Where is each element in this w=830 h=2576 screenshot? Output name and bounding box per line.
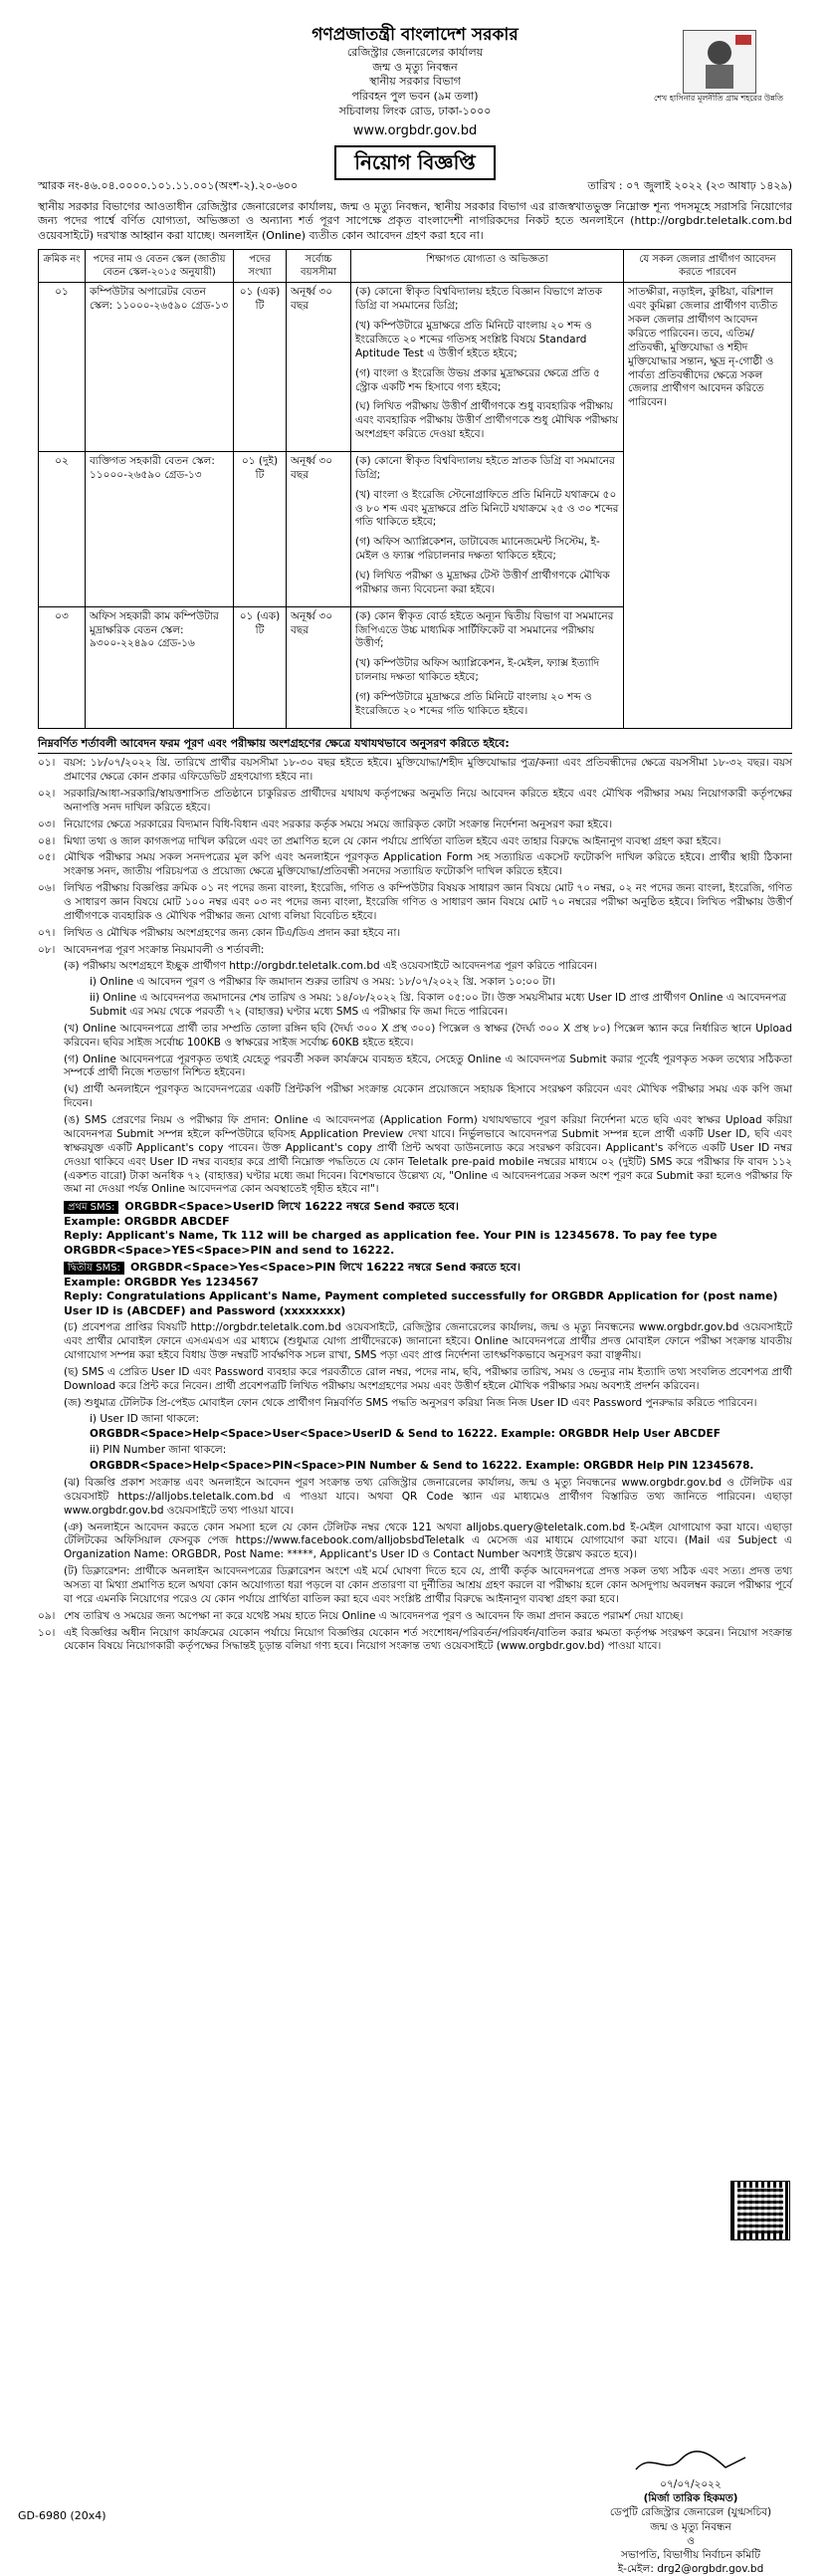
posts-table: [38, 249, 792, 729]
signatory-email[interactable]: ই-মেইল: drg2@orgbdr.gov.bd: [617, 2563, 764, 2576]
signatory-dept: জন্ম ও মৃত্যু নিবন্ধন: [650, 2520, 731, 2533]
condition-text: বয়স: ১৮/০৭/২০২২ খ্রি. তারিখে প্রার্থীর বয়সসীমা ১৮-৩০ বছর হইতে হইবে। মুক্তিযোদ্ধা/শহীদ মুক্তিযোদ্ধার পুত্র/কন্যা এবং প্রতিবন্ধীদের ক্ষেত্রে বয়সসীমা ১৮-৩২ বছর। বয়স প্রমাণের ক্ষেত্রে কোন প্রকার এফিডেভিট গ্রহণযোগ্য হইবে না।: [64, 757, 792, 784]
qual-item: (খ) বাংলা ও ইংরেজি স্টেনোগ্রাফিতে প্রতি মিনিটে যথাক্রমে ৫০ ও ৮০ শব্দ এবং মুদ্রাক্ষরে প্রতি মিনিটে যথাক্রমে ২৫ ও ৩০ শব্দের গতি থাকিতে হইবে;: [355, 488, 619, 529]
sms-first: [64, 1200, 792, 1258]
rule-a-i: i) Online এ আবেদন পূরণ ও পরীক্ষার ফি জমাদান শুরুর তারিখ ও সময়: ১৮/০৭/২০২২ খ্রি. সকাল ১০:০০ টা।: [90, 976, 555, 989]
row-post-name: কম্পিউটার অপারেটর বেতন স্কেল: ১১০০০-২৬৫৯০ গ্রেড-১৩: [86, 283, 234, 452]
rule-h-ii-code: ORGBDR<Space>Help<Space>PIN<Space>PIN Number & Send to 16222. Example: ORGBDR Help PIN 12345678.: [90, 1460, 754, 1473]
condition-text: শেষ তারিখ ও সময়ের জন্য অপেক্ষা না করে যথেষ্ট সময় হাতে নিয়ে Online এ আবেদনপত্র পূরণ ও আবেদন ফি জমা প্রদান করতে পরামর্শ দেয়া যাচ্ছে।: [64, 1609, 684, 1622]
rule-a-ii: ii) Online এ আবেদনপত্র জমাদানের শেষ তারিখ ও সময়: ১৪/০৮/২০২২ খ্রি. বিকাল ০৫:০০ টা। উক্ত সময়সীমার মধ্যে User ID প্রাপ্ত প্রার্থীগণ Online এ আবেদনপত্র Submit এর সময় থেকে পরবর্তী ৭২ (বাহাত্তর) ঘণ্টার মধ্যে SMS এ পরীক্ষার ফি জমা দিতে পারিবেন।: [90, 992, 787, 1019]
condition-number: ০৯।: [38, 1609, 56, 1622]
row-districts: সাতক্ষীরা, নড়াইল, কুষ্টিয়া, বরিশাল এবং কুমিল্লা জেলার প্রার্থীগণ ব্যতীত সকল জেলার প্রার্থীগণ আবেদন করিতে পারিবেন। তবে, এতিম/প্রতিবন্ধী, মুক্তিযোদ্ধা ও শহীদ মুক্তিযোদ্ধার সন্তান, ক্ষুদ্র নৃ-গোষ্ঠী ও পার্বত্য প্রতিবন্ধীদের ক্ষেত্রে সকল জেলার প্রার্থীগণ আবেদন করিতে পারিবেন।: [624, 283, 792, 728]
qual-item: (ক) কোনো স্বীকৃত বিশ্ববিদ্যালয় হইতে স্নাতক ডিগ্রি বা সমমানের ডিগ্রি;: [355, 455, 615, 481]
memo-date: তারিখ : ০৭ জুলাই ২০২২ (২৩ আষাঢ় ১৪২৯): [587, 179, 792, 192]
qual-item: (গ) বাংলা ও ইংরেজি উভয় প্রকার মুদ্রাক্ষরের ক্ষেত্রে প্রতি ৫ স্ট্রোক একটি শব্দ হিসাবে গণ্য হইবে;: [355, 366, 601, 393]
th-districts: যে সকল জেলার প্রার্থীগণ আবেদন করতে পারবেন: [624, 250, 792, 283]
rule-d: (ঘ) প্রার্থী অনলাইনে পূরণকৃত আবেদনপত্রের একটি প্রিন্টকপি পরীক্ষা সংক্রান্ত যেকোন প্রয়োজনে সহায়ক হিসাবে সংরক্ষণ করিবেন এবং মৌখিক পরীক্ষার সময় এক কপি জমা দিবেন।: [64, 1083, 792, 1110]
application-rules: [38, 960, 792, 1606]
row-qualifications: [351, 606, 624, 728]
signature-block: [591, 2450, 790, 2576]
qual-item: (ঘ) লিখিত পরীক্ষা ও মুদ্রাক্ষর টেস্ট উত্তীর্ণ প্রার্থীগণকে মৌখিক পরীক্ষার জন্য বিবেচনা করা হইবে।: [355, 570, 610, 595]
header: [38, 24, 792, 173]
signature-image: [591, 2450, 790, 2477]
th-name: পদের নাম ও বেতন স্কেল (জাতীয় বেতন স্কেল-২০১৫ অনুযায়ী): [86, 250, 234, 283]
condition-text: মৌখিক পরীক্ষার সময় সকল সনদপত্রের মূল কপি এবং অনলাইনে পূরণকৃত Application Form সহ সত্যায়িত একসেট ফটোকপি দাখিল করিতে হইবে। প্রার্থীর স্থায়ী ঠিকানা সংক্রান্ত সনদ, জাতীয় পরিচয়পত্র ও প্রয়োজ্য ক্ষেত্রে মুক্তিযোদ্ধা/প্রতিবন্ধী সনদের সত্যায়িত ফটোকপি দাখিল করিতে হইবে।: [64, 851, 792, 878]
sms-second-example: Example: ORGBDR Yes 1234567: [64, 1275, 259, 1288]
rule-h-ii: ii) PIN Number জানা থাকলে:: [90, 1444, 227, 1457]
condition-item: [38, 1627, 792, 1655]
logo-image: [683, 30, 756, 94]
row-age: অনূর্ধ্ব ৩০ বছর: [287, 606, 351, 728]
row-age: অনূর্ধ্ব ৩০ বছর: [287, 283, 351, 452]
condition-text: মিথ্যা তথ্য ও জাল কাগজপত্র দাখিল করিলে এবং তা প্রমাণিত হলে যে কোন পর্যায়ে প্রার্থিতা বাতিল হইবে এবং তাহার বিরুদ্ধে আইনানুগ ব্যবস্থা গ্রহণ করা হইবে।: [64, 834, 722, 847]
row-sl: ০১: [39, 283, 86, 452]
signatory-committee: সভাপতি, বিভাগীয় নির্বাচন কমিটি: [621, 2548, 760, 2561]
sms-second: [64, 1261, 792, 1318]
rule-f: (চ) প্রবেশপত্র প্রাপ্তির বিষয়টি http://orgbdr.teletalk.com.bd ওয়েবসাইটে, রেজিস্ট্রার জেনারেলের কার্যালয়, জন্ম ও মৃত্যু নিবন্ধনের www.orgbdr.gov.bd ওয়েবসাইটে এবং প্রার্থীর মোবাইল ফোনে এসএমএস এর মাধ্যমে (শুধুমাত্র যোগ্য প্রার্থীদেরকে) জানানো হইবে। Online আবেদনপত্রে প্রার্থীর প্রদত্ত মোবাইল ফোনে পরীক্ষা সংক্রান্ত যাবতীয় যোগাযোগ সম্পন্ন করা হইবে বিধায় উক্ত নম্বরটি সার্বক্ষণিক সচল রাখা, SMS পড়া এবং প্রাপ্ত নির্দেশনা তাৎক্ষণিকভাবে অনুসরণ করা বাঞ্ছনীয়।: [64, 1321, 792, 1362]
rule-j: (ঞ) অনলাইনে আবেদন করতে কোন সমস্যা হলে যে কোন টেলিটক নম্বর থেকে 121 অথবা alljobs.query@teletalk.com.bd ই-মেইল যোগাযোগ করা যাবে। এছাড়া টেলিটকের অফিসিয়াল ফেসবুক পেজ https://www.facebook.com/alljobsbdTeletalk এ মেসেজ এর মাধ্যমে যোগাযোগ করা যাবে। (Mail এর Subject এ Organization Name: ORGBDR, Post Name: *****, Applicant's User ID ও Contact Number অবশ্যই উল্লেখ করতে হবে)।: [64, 1521, 792, 1561]
condition-text: লিখিত পরীক্ষায় বিজ্ঞপ্তির ক্রমিক ০১ নং পদের জন্য বাংলা, ইংরেজি, গণিত ও কম্পিউটার বিষয়ক সাধারণ জ্ঞান বিষয়ে মোট ৭০ নম্বর, ০২ নং পদের জন্য বাংলা, ইংরেজি, গণিত ও সাধারণ জ্ঞান বিষয়ে মোট ১০০ নম্বর এবং ০৩ নং পদের জন্য বাংলা, ইংরেজি গণিত ও সাধারণ জ্ঞান বিষয়ে মোট ৭০ নম্বরের পরীক্ষা অনুষ্ঠিত হইবে। লিখিত পরীক্ষায় উত্তীর্ণ প্রার্থীগণকে ব্যবহারিক ও মৌখিক পরীক্ষার জন্য যোগ্য বলিয়া বিবেচিত হইবে।: [64, 882, 792, 922]
qual-item: (ঘ) লিখিত পরীক্ষায় উত্তীর্ণ প্রার্থীগণকে শুধু ব্যবহারিক পরীক্ষায় এবং ব্যবহারিক পরীক্ষায় উত্তীর্ণ প্রার্থীগণকে শুধু মৌখিক পরীক্ষায় অংশগ্রহণ করিতে দেওয়া হইবে।: [355, 400, 619, 441]
qual-item: (গ) অফিস অ্যাপ্লিকেশন, ডাটাবেজ ম্যানেজমেন্ট সিস্টেম, ই-মেইল ও ফ্যাক্স পরিচালনার দক্ষতা থাকিতে হইবে;: [355, 536, 600, 563]
sms-first-code: ORGBDR<Space>UserID লিখে 16222 নম্বরে Send করতে হবে।: [124, 1200, 459, 1214]
qual-item: (ক) কোন স্বীকৃত বোর্ড হইতে অন্যূন দ্বিতীয় বিভাগ বা সমমানের জিপিএতে উচ্চ মাধ্যমিক সার্টিফিকেট বা সমমানের পরীক্ষায় উত্তীর্ণ;: [355, 609, 614, 650]
office-name: রেজিস্ট্রার জেনারেলের কার্যালয়: [346, 46, 484, 60]
rule-i: (ঝ) বিজ্ঞপ্তি প্রকাশ সংক্রান্ত এবং অনলাইনে আবেদন পূরণ সংক্রান্ত তথ্য রেজিস্ট্রার জেনারেলের কার্যালয়, জন্ম ও মৃত্যু নিবন্ধনের www.orgbdr.gov.bd ও টেলিটক এর ওয়েবসাইট https://alljobs.teletalk.com.bd এ পাওয়া যাবে। অথবা QR Code স্ক্যান এর মাধ্যমেও প্রার্থীগণ বিস্তারিত তথ্য জানিতে পারিবেন। এছাড়া www.orgbdr.gov.bd ওয়েবসাইটে তথ্য পাওয়া যাবে।: [64, 1476, 792, 1517]
table-header-row: [39, 250, 792, 283]
row-qualifications: [351, 283, 624, 452]
table-row: [39, 283, 792, 452]
condition-item: [38, 1610, 792, 1624]
th-qual: শিক্ষাগত যোগ্যতা ও অভিজ্ঞতা: [351, 250, 624, 283]
qual-item: (ক) কোনো স্বীকৃত বিশ্ববিদ্যালয় হইতে বিজ্ঞান বিভাগে স্নাতক ডিগ্রি বা সমমানের ডিগ্রি;: [355, 286, 603, 313]
rule-a: (ক) পরীক্ষায় অংশগ্রহণে ইচ্ছুক প্রার্থীগণ http://orgbdr.teletalk.com.bd এই ওয়েবসাইটে আবেদনপত্র পূরণ করিতে পারিবেন।: [64, 960, 597, 973]
signature-date: ০৭/০৭/২০২২: [660, 2478, 722, 2490]
condition-number: ০৮।: [38, 943, 56, 956]
condition-number: ০২।: [38, 788, 56, 801]
rule-b: (খ) Online আবেদনপত্রে প্রার্থী তার সম্প্রতি তোলা রঙ্গিন ছবি (দৈর্ঘ্য ৩০০ X প্রস্থ ৩০০) পিক্সেল ও স্বাক্ষর (দৈর্ঘ্য ৩০০ X প্রস্থ ৮০) পিক্সেল স্ক্যান করে নির্ধারিত স্থানে Upload করিবেন। ছবির সাইজ সর্বোচ্চ 100KB ও স্বাক্ষরের সাইজ সর্বোচ্চ 60KB হইতে হইবে।: [64, 1022, 792, 1049]
mujib-logo: [649, 30, 788, 124]
qual-item: (খ) কম্পিউটারে মুদ্রাক্ষরে প্রতি মিনিটে বাংলায় ২০ শব্দ ও ইংরেজিতে ২০ শব্দের গতিসহ সংশ্লিষ্ট বিষয়ে Standard Aptitude Test এ উত্তীর্ণ হইতে হইবে;: [355, 320, 592, 359]
condition-item: [38, 851, 792, 879]
signatory-and: ও: [687, 2534, 695, 2547]
memo-row: [38, 179, 792, 194]
sms-second-reply: Reply: Congratulations Applicant's Name, Payment completed successfully for ORGBDR Application for (post name) User ID is (ABCDEF) and Password (xxxxxxxx): [64, 1289, 778, 1317]
row-qualifications: [351, 452, 624, 607]
qual-item: (খ) কম্পিউটার অফিস অ্যাপ্লিকেশন, ই-মেইল, ফ্যাক্স ইত্যাদি চালনায় দক্ষতা থাকিতে হইবে;: [355, 657, 600, 684]
sms-first-reply: Reply: Applicant's Name, Tk 112 will be charged as application fee. Your PIN is 12345678. To pay fee type ORGBDR<Space>YES<Space>PIN and send to 16222.: [64, 1229, 718, 1257]
intro-paragraph: স্থানীয় সরকার বিভাগের আওতাধীন রেজিস্ট্রার জেনারেলের কার্যালয়, জন্ম ও মৃত্যু নিবন্ধন, স্থানীয় সরকার বিভাগ এর রাজস্বখাতভুক্ত নিম্নোক্ত শূন্য পদসমূহে সরাসরি নিয়োগের জন্য পদের পার্শ্বে বর্ণিত যোগ্যতা, অভিজ্ঞতা ও অন্যান্য শর্ত পূরণ সাপেক্ষে প্রকৃত বাংলাদেশী নাগরিকদের নিকট হতে অনলাইনে (http://orgbdr.teletalk.com.bd ওয়েবসাইটে) দরখাস্ত আহ্বান করা যাচ্ছে। অনলাইন (Online) ব্যতীত কোন আবেদন গ্রহণ করা হবে না।: [38, 199, 792, 242]
condition-number: ০৭।: [38, 926, 56, 939]
row-sl: ০৩: [39, 606, 86, 728]
website[interactable]: www.orgbdr.gov.bd: [352, 123, 478, 139]
condition-text: সরকারি/আধা-সরকারি/স্বায়ত্তশাসিত প্রতিষ্ঠানে চাকুরিরত প্রার্থীদের যথাযথ কর্তৃপক্ষের অনুমতি নিয়ে আবেদন করিতে হইবে এবং মৌখিক পরীক্ষার সময় নিয়োগকারী কর্তৃপক্ষের অনাপত্তি সনদ দাখিল করিতে হইবে।: [64, 788, 792, 814]
conditions-title: নিম্নবর্ণিত শর্তাবলী আবেদন ফরম পূরণ এবং পরীক্ষায় অংশগ্রহণের ক্ষেত্রে যথাযথভাবে অনুসরণ করিতে হইবে:: [38, 737, 792, 755]
row-sl: ০২: [39, 452, 86, 607]
rule-k: (ট) ডিক্লারেশন: প্রার্থীকে অনলাইন আবেদনপত্রের ডিক্লারেশন অংশে এই মর্মে ঘোষণা দিতে হবে যে, প্রার্থী কর্তৃক আবেদনপত্রে প্রদত্ত সকল তথ্য সঠিক এবং সত্য। প্রদত্ত তথ্য অসত্য বা মিথ্যা প্রমাণিত হলে অথবা কোন অযোগ্যতা ধরা পড়লে বা কোন প্রতারণা বা দুর্নীতির আশ্রয় গ্রহণ করলে বা পরীক্ষায় হলে কোন অসদুপায় অবলম্বন করলে পরীক্ষার পূর্বে বা পরে এমনকি নিয়োগের পরেও যে কোন পর্যায়ে প্রার্থিতা বাতিল করা হবে এবং সংশ্লিষ্ট প্রার্থীর বিরুদ্ধে আইনানুগ ব্যবস্থা গ্রহণ করা হবে।: [64, 1565, 792, 1605]
rule-g: (ছ) SMS এ প্রেরিত User ID এবং Password ব্যবহার করে পরবর্তীতে রোল নম্বর, পদের নাম, ছবি, পরীক্ষার তারিখ, সময় ও ভেন্যুর নাম ইত্যাদি তথ্য সংবলিত প্রবেশপত্র প্রার্থী Download করে প্রিন্ট করে নিবেন। প্রার্থী প্রবেশপত্রটি লিখিত পরীক্ষায় অংশগ্রহণের সময় এবং উত্তীর্ণ হইলে মৌখিক পরীক্ষার সময় অবশ্যই প্রদর্শন করিবেন।: [64, 1365, 792, 1392]
condition-number: ১০।: [38, 1626, 56, 1639]
condition-number: ০১।: [38, 757, 56, 770]
condition-text: আবেদনপত্র পূরণ সংক্রান্ত নিয়মাবলী ও শর্তাবলী:: [64, 943, 265, 956]
condition-item: [38, 882, 792, 924]
qr-code[interactable]: [730, 2181, 790, 2240]
sms-first-example: Example: ORGBDR ABCDEF: [64, 1214, 230, 1228]
condition-text: লিখিত ও মৌখিক পরীক্ষায় অংশগ্রহণের জন্য কোন টিএ/ডিএ প্রদান করা হইবে না।: [64, 926, 401, 939]
condition-text: এই বিজ্ঞপ্তির অধীন নিয়োগ কার্যক্রমের যেকোন পর্যায়ে নিয়োগ বিজ্ঞপ্তির যেকোন শর্ত সংশোধন/পরিবর্তন/পরিবর্ধন/বাতিল করার ক্ষমতা কর্তৃপক্ষ সংরক্ষণ করেন। নিয়োগ সংক্রান্ত যেকোন বিষয়ে নিয়োগকারী কর্তৃপক্ষের সিদ্ধান্তই চূড়ান্ত বলিয়া গণ্য হবে। নিয়োগ সংক্রান্ত তথ্য ওয়েবসাইটে (www.orgbdr.gov.bd) পাওয়া যাবে।: [64, 1626, 792, 1653]
rule-c: (গ) Online আবেদনপত্রে পূরণকৃত তথ্যই যেহেতু পরবর্তী সকল কার্যক্রমে ব্যবহৃত হইবে, সেহেতু Online এ আবেদনপত্র Submit করার পূর্বেই পূরণকৃত সকল তথ্যের সঠিকতা সম্পর্কে প্রার্থী নিজে শতভাগ নিশ্চিত হইবেন।: [64, 1053, 792, 1079]
condition-text: নিয়োগের ক্ষেত্রে সরকারের বিদ্যমান বিধি-বিধান এবং সরকার কর্তৃক সময়ে সময়ে জারিকৃত কোটা সংক্রান্ত নির্দেশনা অনুসরণ করা হইবে।: [64, 818, 613, 830]
condition-item: [38, 757, 792, 785]
condition-number: ০৪।: [38, 834, 56, 847]
division-name: স্থানীয় সরকার বিভাগ: [369, 75, 461, 89]
row-count: ০১ (দুই) টি: [234, 452, 287, 607]
conditions-list: [38, 757, 792, 957]
condition-number: ০৫।: [38, 851, 56, 864]
notice-title: নিয়োগ বিজ্ঞপ্তি: [334, 145, 496, 179]
condition-number: ০৬।: [38, 882, 56, 895]
sms-second-tag: দ্বিতীয় SMS:: [64, 1262, 124, 1275]
final-conditions: [38, 1610, 792, 1655]
rule-e: (ঙ) SMS প্রেরণের নিয়ম ও পরীক্ষার ফি প্রদান: Online এ আবেদনপত্র (Application Form) যথাযথভাবে পূরণ করিয়া নির্দেশনা মতে ছবি এবং স্বাক্ষর Upload করিয়া আবেদনপত্র Submit সম্পন্ন হইলে কম্পিউটারে ছবিসহ Application Preview দেখা যাবে। নির্ভুলভাবে আবেদনপত্র Submit সম্পন্ন হলে প্রার্থী একটি User ID, ছবি এবং স্বাক্ষরযুক্ত একটি Applicant's copy পাবেন। উক্ত Applicant's copy প্রার্থী প্রিন্ট অথবা ডাউনলোড করে সংরক্ষণ করিবেন। Applicant's কপিতে একটি User ID নম্বর দেওয়া থাকিবে এবং User ID নম্বর ব্যবহার করে প্রার্থী নিম্নোক্ত পদ্ধতিতে যে কোন Teletalk pre-paid mobile নম্বরের মাধ্যমে ০২ (দুইটি) SMS করে পরীক্ষার ফি বাবদ ১১২ (একশত বারো) টাকা অনধিক ৭২ (বাহাত্তর) ঘণ্টার মধ্যে জমা দিবেন। বিশেষভাবে উল্লেখ্য যে, "Online এ আবেদনপত্রের সকল অংশ পূরণ করে Submit করা হলেও পরীক্ষার ফি জমা না দেওয়া পর্যন্ত Online আবেদনপত্র কোন অবস্থাতেই গৃহীত হইবে না"।: [64, 1114, 792, 1196]
qr-pattern: [737, 2188, 783, 2233]
th-count: পদের সংখ্যা: [234, 250, 287, 283]
sms-second-code: ORGBDR<Space>Yes<Space>PIN লিখে 16222 নম্বরে Send করতে হবে।: [129, 1261, 520, 1275]
gd-code: GD-6980 (20x4): [18, 2509, 106, 2522]
govt-name: গণপ্রজাতন্ত্রী বাংলাদেশ সরকার: [311, 25, 519, 45]
memo-ref: স্মারক নং-৪৬.০৪.০০০০.১০১.১১.০০১(অংশ-২).২০-৬০০: [38, 179, 299, 192]
condition-item: [38, 927, 792, 941]
condition-item: [38, 944, 792, 958]
sms-first-tag: প্রথম SMS:: [64, 1201, 118, 1214]
dept-name: জন্ম ও মৃত্যু নিবন্ধন: [372, 60, 458, 74]
condition-item: [38, 835, 792, 849]
row-post-name: অফিস সহকারী কাম কম্পিউটার মুদ্রাক্ষরিক বেতন স্কেল: ৯৩০০-২২৪৯০ গ্রেড-১৬: [86, 606, 234, 728]
signatory-name: (মির্জা তারিক হিকমত): [643, 2492, 738, 2505]
th-age: সর্বোচ্চ বয়সসীমা: [287, 250, 351, 283]
row-count: ০১ (এক) টি: [234, 606, 287, 728]
building-name: পরিবহন পুল ভবন (৯ম তলা): [351, 89, 479, 103]
th-sl: ক্রমিক নং: [39, 250, 86, 283]
row-post-name: ব্যক্তিগত সহকারী বেতন স্কেল: ১১০০০-২৬৫৯০ গ্রেড-১৩: [86, 452, 234, 607]
condition-item: [38, 788, 792, 816]
logo-caption: শেখ হাসিনার মূলনীতি গ্রাম শহরের উন্নতি: [653, 94, 784, 103]
signatory-title: ডেপুটি রেজিস্ট্রার জেনারেল (যুগ্মসচিব): [609, 2506, 772, 2519]
condition-item: [38, 819, 792, 832]
qual-item: (গ) কম্পিউটারে মুদ্রাক্ষরে প্রতি মিনিটে বাংলায় ২০ শব্দ ও ইংরেজিতে ২০ শব্দের গতি থাকিতে হইবে।: [355, 691, 592, 717]
condition-number: ০৩।: [38, 818, 56, 830]
row-count: ০১ (এক) টি: [234, 283, 287, 452]
row-age: অনূর্ধ্ব ৩০ বছর: [287, 452, 351, 607]
rule-h: (জ) শুধুমাত্র টেলিটক প্রি-পেইড মোবাইল ফোন থেকে প্রার্থীগণ নিম্নবর্ণিত SMS পদ্ধতি অনুসরণ করিয়া নিজ নিজ User ID এবং Password পুনরুদ্ধার করিতে পারিবেন।: [64, 1396, 757, 1409]
rule-h-i-code: ORGBDR<Space>Help<Space>User<Space>UserID & Send to 16222. Example: ORGBDR Help User ABCDEF: [90, 1428, 721, 1441]
address: সচিবালয় লিংক রোড, ঢাকা-১০০০: [338, 104, 492, 117]
rule-h-i: i) User ID জানা থাকলে:: [90, 1412, 200, 1425]
